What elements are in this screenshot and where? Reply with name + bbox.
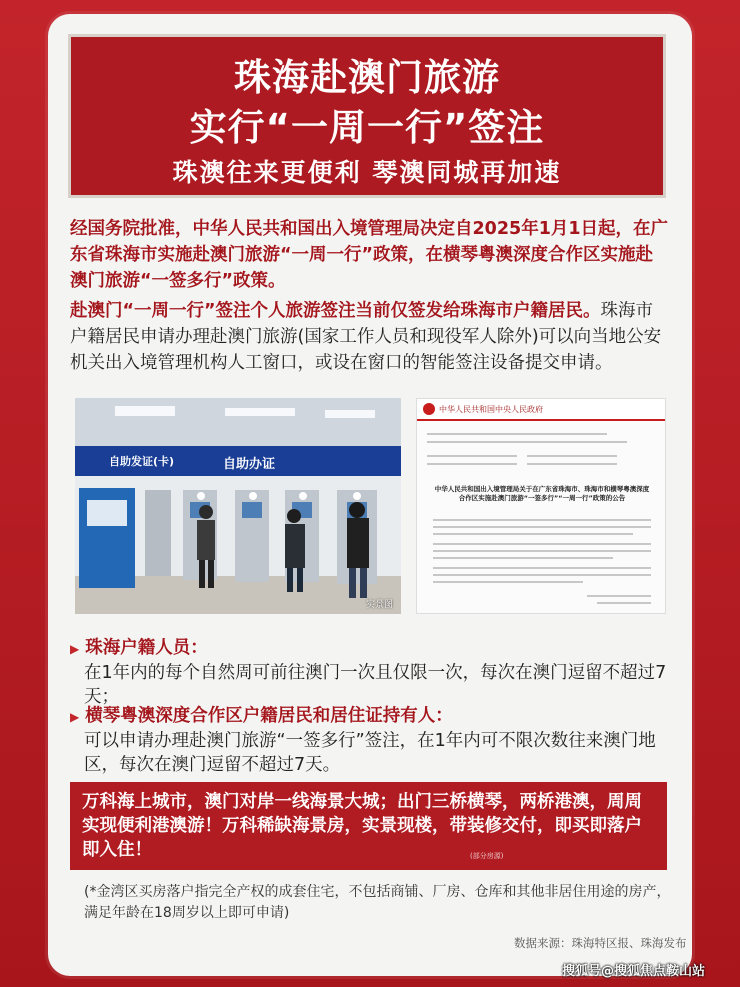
doc-text-line: [597, 602, 651, 604]
doc-text-line: [433, 567, 651, 569]
promo-footnote: (部分房源): [470, 852, 504, 860]
self-service-photo: [75, 398, 401, 614]
footnote: (*金湾区买房落户指完全产权的成套住宅，不包括商铺、厂房、仓库和其他非居住用途的房产，满足年龄在18周岁以上即可申请): [84, 884, 671, 921]
sign-self-service: 自助办证: [223, 457, 276, 472]
self-service-hall-image: [75, 398, 401, 614]
detail-paragraph: [70, 298, 670, 376]
bullet-body: 在1年内的每个自然周可前往澳门一次且仅限一次，每次在澳门逗留不超过7天；: [84, 663, 667, 707]
bullet-heading: 珠海户籍人员：: [85, 638, 208, 658]
triangle-bullet-icon: ▶: [70, 642, 80, 656]
promo-box: [70, 782, 667, 870]
bullet-body: 可以申请办理赴澳门旅游“一签多行”签注，在1年内可不限次数往来澳门地区，每次在澳门逗留不超过7天。: [84, 731, 656, 775]
title-line-1: 珠海赴澳门旅游: [234, 56, 500, 99]
doc-text-line: [433, 550, 651, 552]
doc-text-line: [433, 519, 651, 521]
doc-text-line: [433, 581, 583, 583]
detail-highlight: 赴澳门“一周一行”签注个人旅游签注当前仅签发给珠海市户籍居民。: [70, 301, 601, 321]
intro-highlight: 经国务院批准，中华人民共和国出入境管理局决定自2025年1月1日起，在广东省珠海市实施赴澳门旅游“一周一行”政策，在横琴粤澳深度合作区实施赴澳门旅游“一签多行”政策。: [70, 219, 669, 291]
doc-text-line: [527, 463, 617, 465]
doc-text-line: [433, 526, 651, 528]
doc-text-line: [433, 533, 633, 535]
gov-notice-screenshot: [416, 398, 666, 614]
bullet-hengqin-residents: [70, 704, 670, 777]
detail-body: 珠海市户籍居民申请办理赴澳门旅游(国家工作人员和现役军人除外)可以向当地公安机关出入境管理机构人工窗口，或设在窗口的智能签注设备提交申请。: [70, 301, 662, 373]
notice-heading: 中华人民共和国出入境管理局关于在广东省珠海市、珠海市和横琴粤澳深度合作区实施赴澳门旅游“一签多行”“一周一行”政策的公告: [434, 485, 650, 502]
sign-self-issue: 自助发证(卡): [109, 455, 175, 468]
promo-text: 万科海上城市，澳门对岸一线海景大城；出门三桥横琴，两桥港澳，周周实现便利港澳游！万科稀缺海景房，实景现楼，带装修交付，即买即落户即入住！: [82, 792, 642, 860]
gov-header-text: 中华人民共和国中央人民政府: [439, 405, 543, 414]
doc-text-line: [433, 543, 651, 545]
triangle-bullet-icon: ▶: [70, 710, 80, 724]
watermark: 搜狐号@搜狐焦点鞍山站: [562, 964, 706, 979]
intro-paragraph: [70, 216, 670, 294]
banner-subtitle: 珠澳往来更便利 琴澳同城再加速: [172, 158, 562, 187]
doc-text-line: [587, 595, 651, 597]
doc-text-line: [427, 433, 607, 435]
title-banner: [68, 34, 666, 198]
title-line-2: 实行“一周一行”签注: [189, 106, 545, 149]
doc-text-line: [433, 574, 651, 576]
doc-text-line: [527, 455, 617, 457]
doc-text-line: [427, 463, 517, 465]
national-emblem-icon: [423, 403, 435, 415]
doc-text-line: [433, 557, 613, 559]
data-source: 数据来源：珠海特区报、珠海发布: [514, 936, 687, 950]
photo-caption: 实景图: [365, 600, 393, 610]
doc-text-line: [427, 455, 517, 457]
bullet-zhuhai-residents: [70, 636, 670, 709]
bullet-heading: 横琴粤澳深度合作区户籍居民和居住证持有人：: [85, 706, 453, 726]
doc-text-line: [427, 441, 627, 443]
